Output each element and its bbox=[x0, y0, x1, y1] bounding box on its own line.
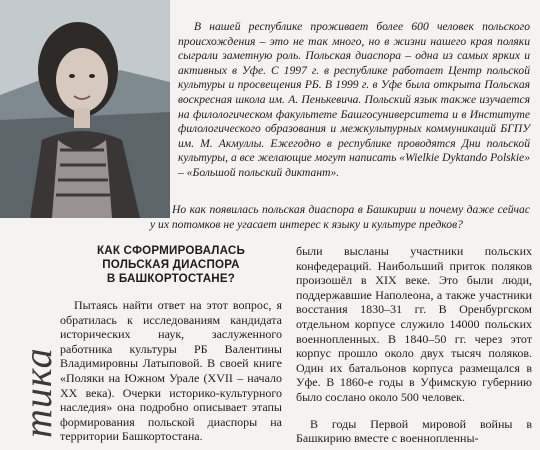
heading-line-2: ПОЛЬСКАЯ ДИАСПОРА bbox=[102, 258, 240, 271]
heading-line-3: В БАШКОРТОСТАНЕ? bbox=[106, 272, 236, 285]
sidebar-rubric-text: тика bbox=[15, 347, 60, 438]
right-column bbox=[296, 244, 532, 446]
article-heading bbox=[60, 244, 282, 286]
right-paragraph-2: В годы Первой мировой войны в Башкирию вместе с военнопленны- bbox=[296, 416, 532, 446]
right-paragraph-1: были высланы участники польских конфедераций. Наибольший приток поляков произошёл в XIX веке. Это были люди, поддержавшие Наполеона, а также участники восстания 1830–31 гг. В Оренбургском отдельном корпусе служило 14000 польских военнопленных. В 1840–50 гг. через этот корпус прошло около двух тысяч поляков. Один их батальонов корпуса размещался в Уфе. В 1860-е годы в Уфимскую губернию было сослано около 500 человек. bbox=[296, 244, 532, 404]
heading-line-1: КАК СФОРМИРОВАЛАСЬ bbox=[96, 244, 246, 257]
intro-question: Но как появилась польская диаспора в Башкирии и почему даже сейчас у их потомков не угасает интерес к языку и культуре предков? bbox=[150, 203, 530, 231]
sidebar-rubric bbox=[12, 347, 60, 450]
left-column bbox=[60, 244, 282, 444]
intro-paragraph: В нашей республике проживает более 600 человек польского происхождения – это не так много, но в жизни нашего края поляки сыграли заметную роль. Польская диаспора – одна из самых ярких и активных в Уфе. С 1997 г. в республике работает Центр польской культуры и просвещения РБ. В 1999 г. в Уфе была открыта Польская воскресная школа им. А. Пенькевича. Польский язык также изучается на филологическом факультете Башгосуниверситета и в Институте филологического образования и межкультурных коммуникаций БГПУ им. М. Акмуллы. Ежегодно в республике проводятся Дни польской культуры, а все желающие могут написать «Wielkie Dyktando Polskie» – «Большой польский диктант». bbox=[178, 20, 530, 179]
author-photo bbox=[0, 0, 170, 218]
left-paragraph: Пытаясь найти ответ на этот вопрос, я обратилась к исследованиям кандидата исторических наук, заслуженного работника культуры РБ Валентины Владимировны Латыповой. В своей книге «Поляки на Южном Урале (XVII – начало XX века). Очерки историко-культурного наследия» она подробно описывает этапы формирования польской диаспоры на территории Башкортостана. bbox=[60, 298, 282, 444]
